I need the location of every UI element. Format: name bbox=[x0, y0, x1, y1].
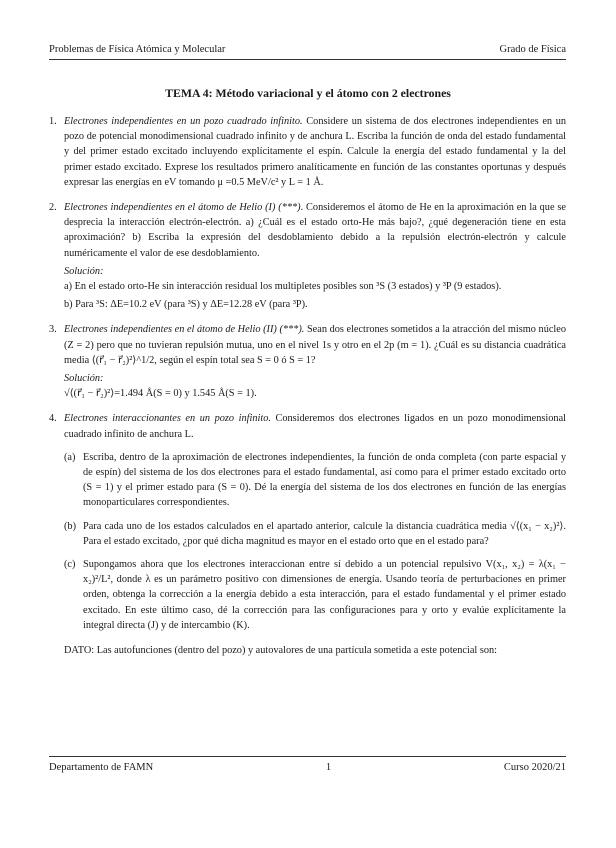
problem-number: 3. bbox=[49, 324, 57, 336]
part-c bbox=[49, 557, 566, 633]
problem-text: Considere un sistema de dos electrones independientes en un pozo de potencial monodimensional cuadrado infinito y de anchura L. Escriba la función de onda del estado fundamental y del primer estado excitado incluyendo explícitamente el espín. Calcule la energía del estado fundamental y la del primer estado excitado. Exprese los resultados primero analíticamente en función de las constantes oportunas y después expresar las energías en eV tomando μ =0.5 MeV/c² y L = 1 Å. bbox=[64, 116, 567, 188]
part-text: Para cada uno de los estados calculados en el apartado anterior, calcule la distancia cuadrática media √⟨(x₁ − x₂)²⟩. Para el estado excitado, ¿por qué dicha magnitud es mayor en el estado orto que en el estado para? bbox=[83, 520, 566, 547]
page-footer bbox=[49, 762, 566, 773]
page-number: 1 bbox=[325, 762, 332, 773]
part-label: (c) bbox=[64, 559, 76, 571]
page-header bbox=[49, 44, 566, 55]
problem-text: . Consideremos el átomo de He en la aproximación en la que se desprecia la interacción electrón-electrón. a) ¿Cuál es el estado orto-He más bajo?, ¿qué degeneración tiene en esta aproximación? b) Escriba la expresión del desdoblamiento debido a la repulsión electrón-electrón y calcule numéricamente el valor de ese desdoblamiento. bbox=[64, 202, 566, 259]
part-label: (b) bbox=[64, 520, 77, 532]
solution-text: √⟨(r⃗₁ − r⃗₂)²⟩=1.494 Å(S = 0) y 1.545 Å(S = 1). bbox=[64, 388, 257, 400]
header-course: Problemas de Física Atómica y Molecular bbox=[49, 44, 226, 55]
problem-4 bbox=[49, 411, 566, 633]
solution bbox=[64, 371, 566, 401]
problem-number: 1. bbox=[49, 116, 57, 127]
solution-a: a) En el estado orto-He sin interacción residual los multipletes posibles son ³S (3 estados) y ³P (9 estados). bbox=[64, 281, 502, 293]
data-note: DATO: Las autofunciones (dentro del pozo) y autovalores de una partícula sometida a este potencial son: bbox=[64, 645, 498, 657]
solution bbox=[64, 264, 566, 313]
header-rule bbox=[49, 59, 566, 60]
solution-b: b) Para ³S: ΔE=10.2 eV (para ³S) y ΔE=12.28 eV (para ³P). bbox=[64, 299, 308, 311]
part-label: (a) bbox=[64, 451, 76, 463]
header-degree: Grado de Física bbox=[499, 44, 566, 55]
page-title: TEMA 4: Método variacional y el átomo con 2 electrones bbox=[165, 86, 451, 100]
problem-heading: Electrones independientes en el átomo de Helio (I) (***) bbox=[64, 202, 301, 214]
part-a bbox=[49, 450, 566, 511]
problem-heading: Electrones independientes en el átomo de Helio (II) (***). bbox=[64, 324, 305, 336]
problem-heading: Electrones independientes en un pozo cuadrado infinito. bbox=[64, 116, 303, 127]
problem-2 bbox=[49, 200, 566, 312]
problem-number: 2. bbox=[49, 202, 57, 214]
problem-list bbox=[49, 114, 566, 658]
footer-rule bbox=[49, 756, 566, 757]
part-text: Escriba, dentro de la aproximación de electrones independientes, la función de onda completa (con parte espacial y de espín) del sistema de los dos electrones para el estado fundamental, así como para el primer estado excitado orto (S = 1) y el primer estado para (S = 0). Dé la energía del sistema de los dos electrones en función de las energías monoparticulares correspondientes. bbox=[83, 451, 566, 509]
problem-1 bbox=[49, 114, 566, 190]
footer-department: Departamento de FAMN bbox=[49, 762, 154, 773]
part-text: Supongamos ahora que los electrones interaccionan entre sí debido a un potencial repulsivo V(x₁, x₂) = λ(x₁ − x₂)²/L², donde λ es un parámetro positivo con dimensiones de energía. Usando teoría de perturbaciones en primer orden, obtenga la corrección a la energía debido a esta interacción, para el estado fundamental y el primer estado excitado. En este último caso, dé la corrección para las configuraciones para y orto y evalúe explícitamente la integral directa (J) y de intercambio (K). bbox=[83, 559, 566, 631]
problem-text: Consideremos dos electrones ligados en un pozo monodimensional cuadrado infinito de anchura L. bbox=[64, 413, 566, 440]
part-b bbox=[49, 519, 566, 549]
problem-3 bbox=[49, 322, 566, 401]
problem-text: Sean dos electrones sometidos a la atracción del mismo núcleo (Z = 2) pero que no tuvieran repulsión mutua, uno en el nivel 1s y otro en el 2p (m = 1). ¿Cuál es su distancia cuadrática media ⟨(r⃗₁ − r⃗₂)²⟩^1/2, según el espín total sea S = 0 ó S = 1? bbox=[64, 324, 567, 366]
footer-course-year: Curso 2020/21 bbox=[503, 762, 566, 773]
solution-label: Solución: bbox=[64, 265, 104, 277]
problem-heading: Electrones interaccionantes en un pozo infinito. bbox=[64, 413, 271, 425]
solution-label: Solución: bbox=[64, 373, 104, 385]
problem-number: 4. bbox=[49, 413, 57, 425]
